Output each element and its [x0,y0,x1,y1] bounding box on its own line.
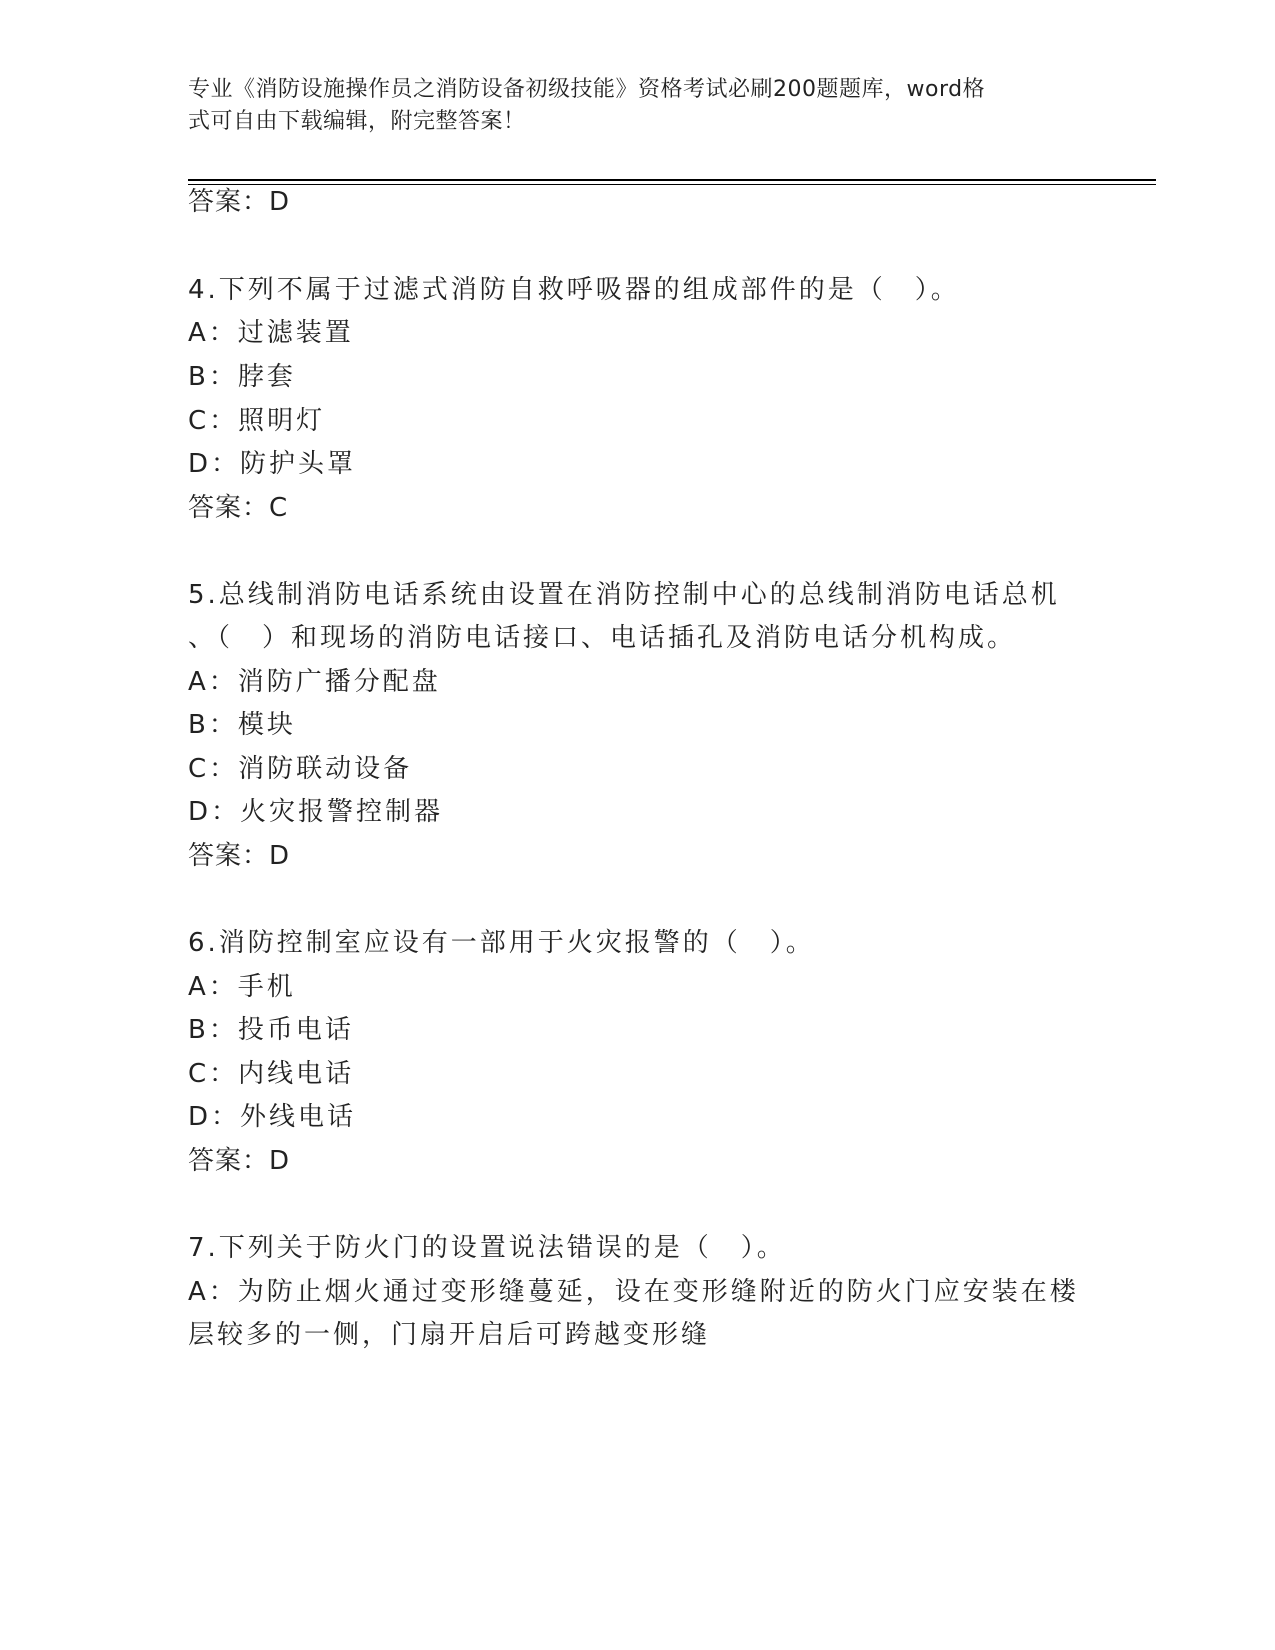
header-rule-thin [188,184,1156,185]
question-6-answer: 答案：D [188,1146,291,1176]
document-header [188,74,1068,138]
question-6-option-c: C：内线电话 [188,1059,355,1089]
header-title-line-1: 专业《消防设施操作员之消防设备初级技能》资格考试必刷200题题库，word格 [188,77,986,102]
question-5-option-d: D：火灾报警控制器 [188,797,444,827]
header-rule-thick [188,179,1156,181]
question-4-stem: 4.下列不属于过滤式消防自救呼吸器的组成部件的是（ ）。 [188,275,960,305]
question-6-option-b: B：投币电话 [188,1015,354,1045]
question-7-stem: 7.下列关于防火门的设置说法错误的是（ ）。 [188,1233,786,1263]
question-5-stem-line-1: 5.总线制消防电话系统由设置在消防控制中心的总线制消防电话总机 [188,580,1060,610]
question-4-option-b: B：脖套 [188,362,296,392]
question-5-stem-line-2: 、（ ）和现场的消防电话接口、电话插孔及消防电话分机构成。 [188,623,1017,653]
question-4-option-a: A：过滤装置 [188,318,354,348]
question-5-option-a: A：消防广播分配盘 [188,667,441,697]
question-4-option-c: C：照明灯 [188,406,326,436]
question-5-option-c: C：消防联动设备 [188,754,413,784]
question-6-option-d: D：外线电话 [188,1102,357,1132]
question-5-option-b: B：模块 [188,710,296,740]
question-6-option-a: A：手机 [188,972,296,1002]
previous-answer: 答案：D [188,187,291,217]
question-4-answer: 答案：C [188,493,289,523]
header-title-line-2: 式可自由下载编辑，附完整答案！ [188,109,526,134]
question-5-answer: 答案：D [188,841,291,871]
question-6-stem: 6.消防控制室应设有一部用于火灾报警的（ ）。 [188,928,815,958]
question-4-option-d: D：防护头罩 [188,449,357,479]
question-7-option-a-line-2: 层较多的一侧，门扇开启后可跨越变形缝 [188,1320,711,1350]
question-7-option-a-line-1: A：为防止烟火通过变形缝蔓延，设在变形缝附近的防火门应安装在楼 [188,1277,1079,1307]
